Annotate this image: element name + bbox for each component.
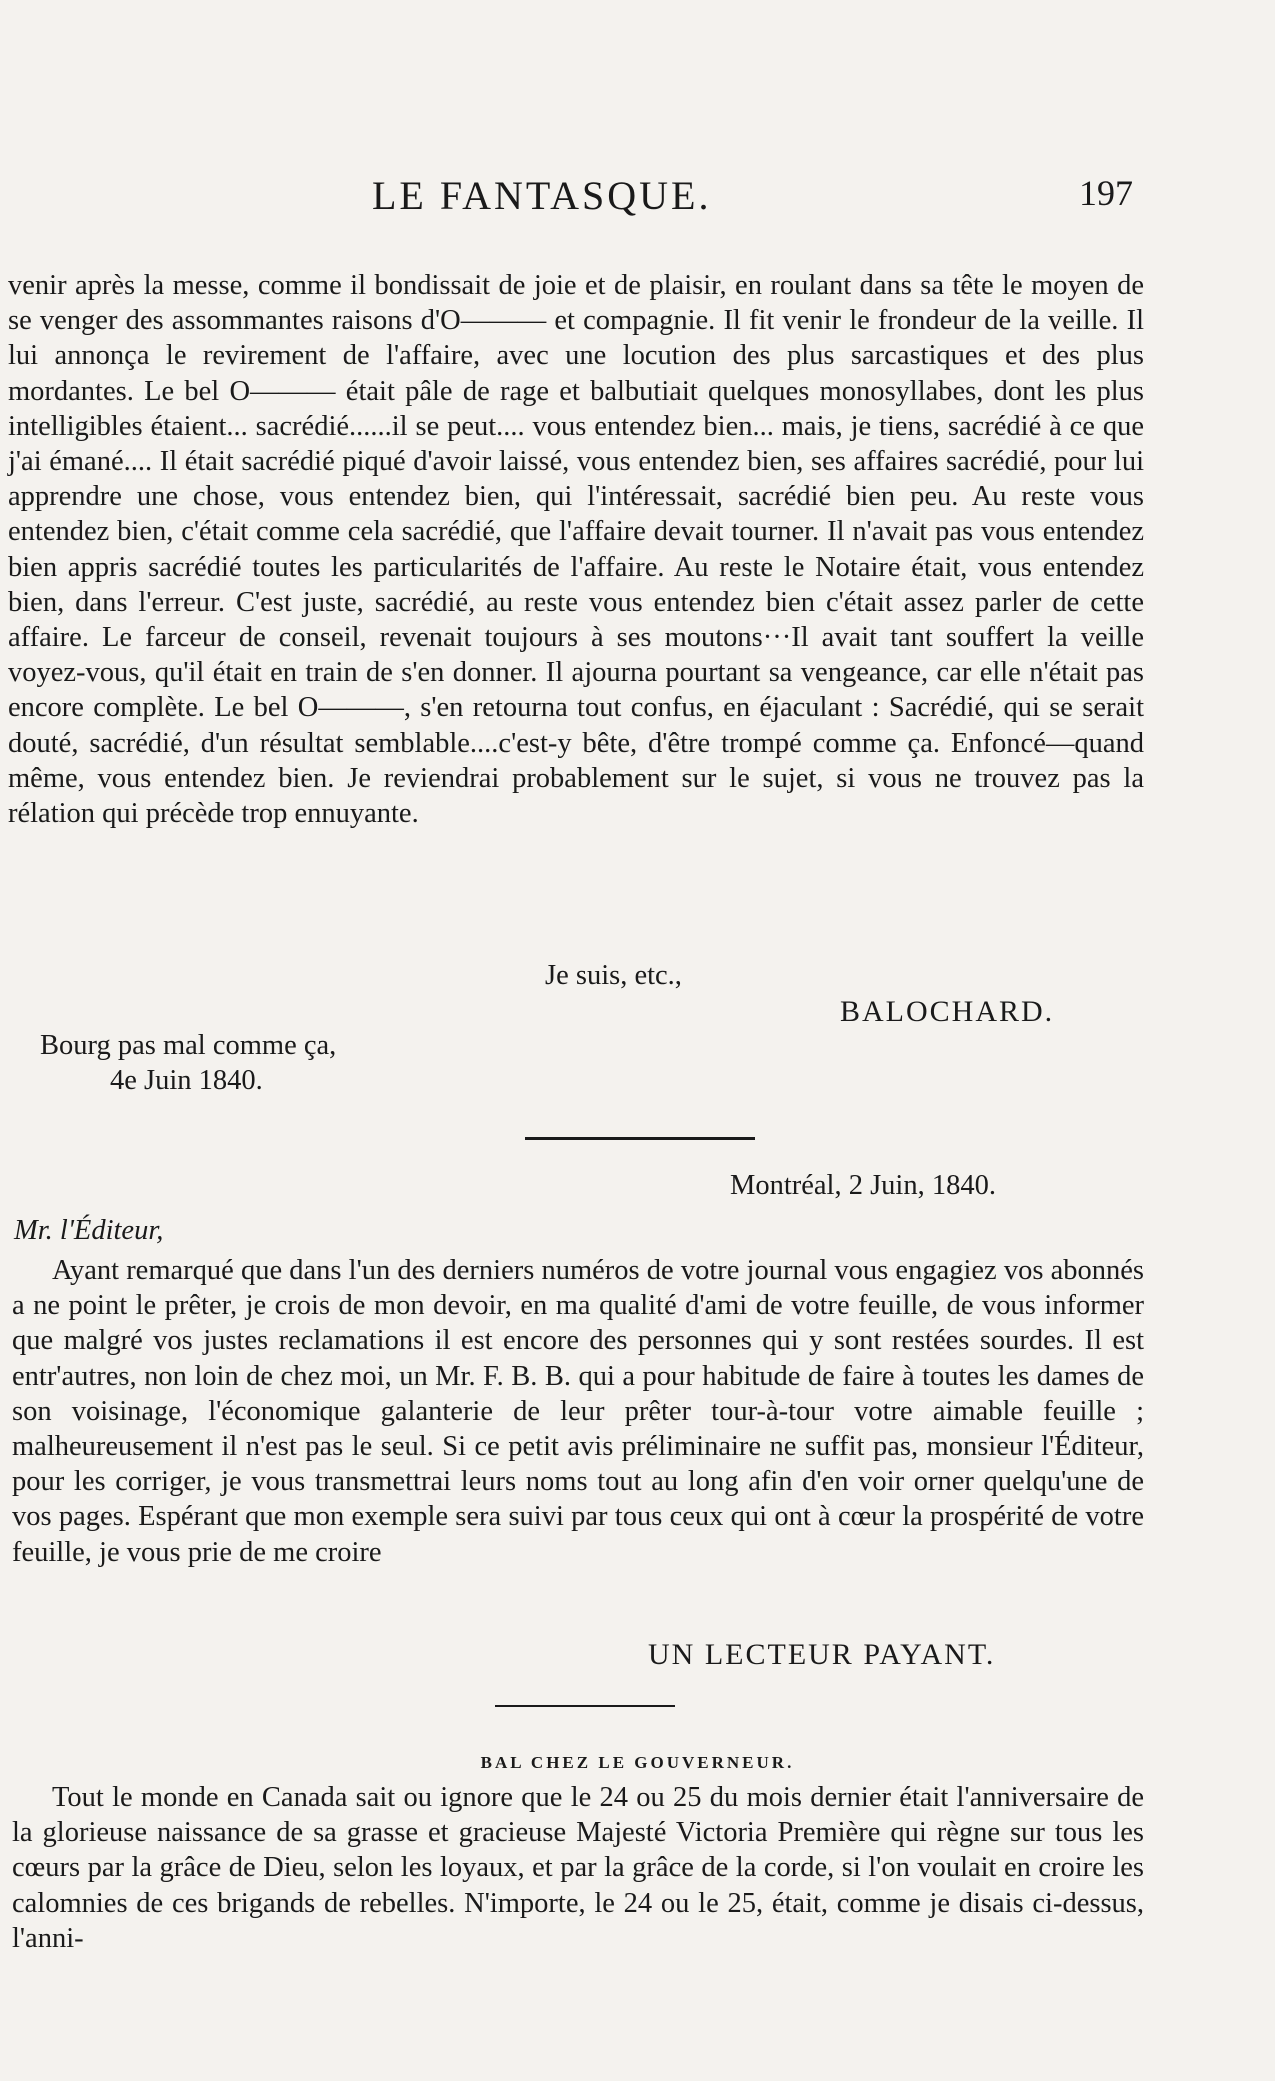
letter-signature: UN LECTEUR PAYANT. (648, 1638, 996, 1671)
article-heading: BAL CHEZ LE GOUVERNEUR. (480, 1753, 795, 1772)
article-body (12, 1780, 1144, 1956)
letter-dateline: Montréal, 2 Juin, 1840. (730, 1170, 996, 1201)
page-header (0, 172, 1275, 232)
letter-date: 4e Juin 1840. (110, 1065, 263, 1096)
letter-body (12, 1253, 1144, 1570)
running-title: LE FANTASQUE. (372, 173, 712, 218)
section-divider (525, 1137, 755, 1140)
letter-closing: Je suis, etc., (545, 960, 682, 991)
letter-salutation: Mr. l'Éditeur, (14, 1215, 164, 1246)
article-paragraph: Tout le monde en Canada sait ou ignore que le 24 ou 25 du mois dernier était l'anniversaire de la glorieuse naissance de sa grasse et gracieuse Majesté Victoria Première qui règne sur tous les cœurs par la grâce de Dieu, selon les loyaux, et par la grâce de la corde, si l'on voulait en croire les calomnies de ces brigands de rebelles. N'importe, le 24 ou le 25, était, comme je disais ci-dessus, l'anni- (12, 1782, 1144, 1954)
letter-signature: BALOCHARD. (840, 995, 1055, 1028)
section-divider (495, 1705, 675, 1707)
letter-place: Bourg pas mal comme ça, (40, 1030, 337, 1061)
letter-paragraph: Ayant remarqué que dans l'un des derniers numéros de votre journal vous engagiez vos abonnés a ne point le prêter, je crois de mon devoir, en ma qualité d'ami de votre feuille, de vous informer que malgré vos justes reclamations il est encore des personnes qui y sont restées sourdes. Il est entr'autres, non loin de chez moi, un Mr. F. B. B. qui a pour habitude de faire à toutes les dames de son voisinage, l'économique galanterie de leur prêter tour-à-tour votre aimable feuille ; malheureusement il n'est pas le seul. Si ce petit avis préliminaire ne suffit pas, monsieur l'Éditeur, pour les corriger, je vous transmettrai leurs noms tout au long afin d'en voir orner quelqu'une de vos pages. Espérant que mon exemple sera suivi par tous ceux qui ont à cœur la prospérité de votre feuille, je vous prie de me croire (12, 1255, 1144, 1568)
page-number: 197 (1079, 173, 1133, 213)
letter-body (8, 268, 1144, 831)
letter-paragraph: venir après la messe, comme il bondissait de joie et de plaisir, en roulant dans sa tête le moyen de se venger des assommantes raisons d'O——— et compagnie. Il fit venir le frondeur de la veille. Il lui annonça le revirement de l'affaire, avec une locution des plus sarcastiques et des plus mordantes. Le bel O——— était pâle de rage et balbutiait quelques monosyllabes, dont les plus intelligibles étaient... sacrédié......il se peut.... vous entendez bien... mais, je tiens, sacrédié à ce que j'ai émané.... Il était sacrédié piqué d'avoir laissé, vous entendez bien, ses affaires sacrédié, pour lui apprendre une chose, vous entendez bien, qui l'intéressait, sacrédié bien peu. Au reste vous entendez bien, c'était comme cela sacrédié, que l'affaire devait tourner. Il n'avait pas vous entendez bien appris sacrédié toutes les particularités de l'affaire. Au reste le Notaire était, vous entendez bien, dans l'erreur. C'est juste, sacrédié, au reste vous entendez bien c'était assez parler de cette affaire. Le farceur de conseil, revenait toujours à ses moutons···Il avait tant souffert la veille voyez-vous, qu'il était en train de s'en donner. Il ajourna pourtant sa vengeance, car elle n'était pas encore complète. Le bel O———, s'en retourna tout confus, en éjaculant : Sacrédié, qui se serait douté, sacrédié, d'un résultat semblable....c'est-y bête, d'être trompé comme ça. Enfoncé—quand même, vous entendez bien. Je reviendrai probablement sur le sujet, si vous ne trouvez pas la rélation qui précède trop ennuyante. (8, 270, 1144, 830)
